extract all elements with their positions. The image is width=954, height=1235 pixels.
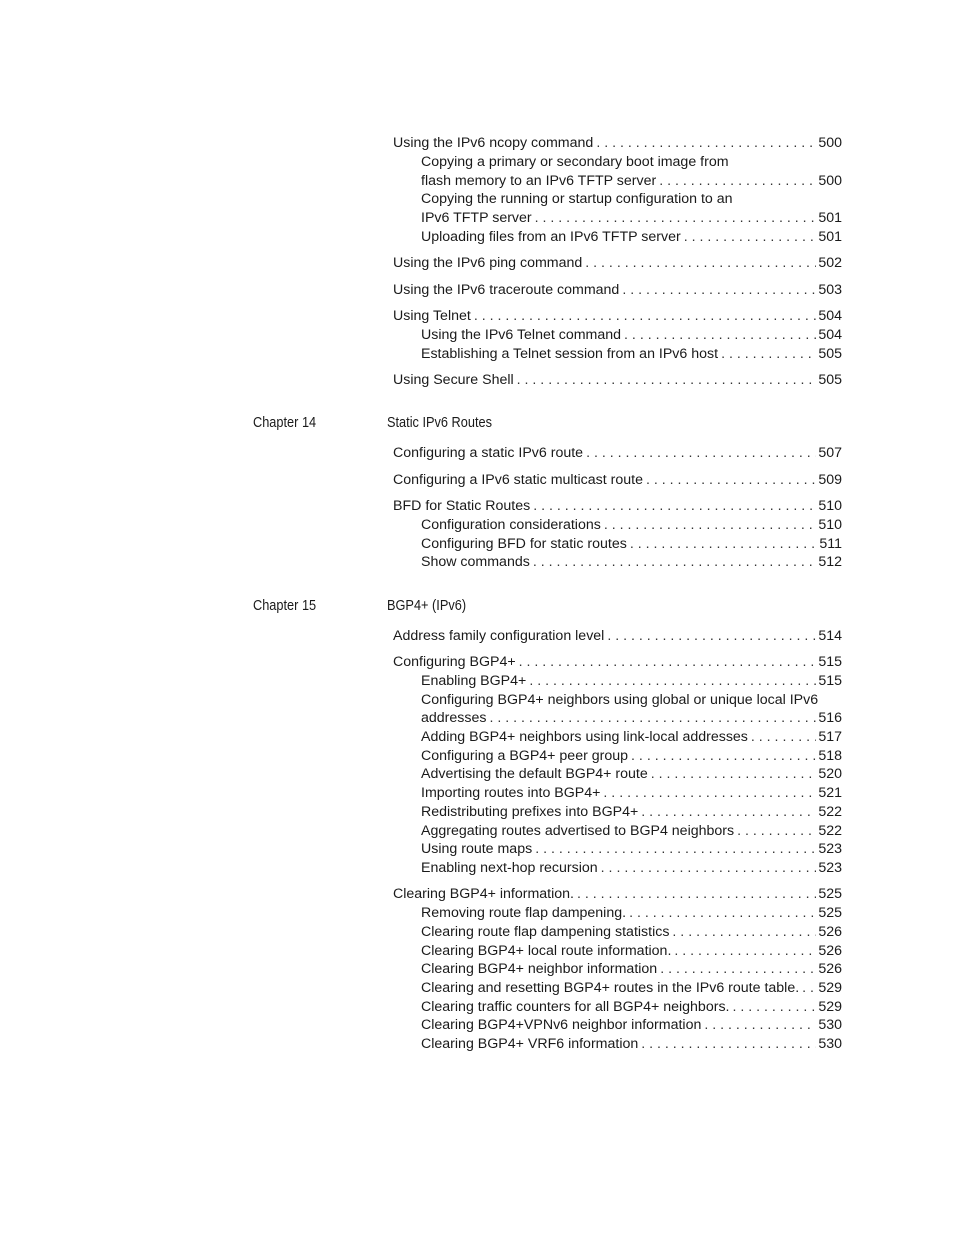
toc-leader bbox=[517, 371, 817, 390]
toc-leader bbox=[641, 803, 816, 822]
toc-entry[interactable] bbox=[421, 535, 842, 554]
toc-entry-title: Uploading files from an IPv6 TFTP server bbox=[421, 229, 681, 245]
toc-leader bbox=[474, 307, 817, 326]
toc-entry-title: Importing routes into BGP4+ bbox=[421, 785, 601, 801]
toc-entry-title: Configuring a BGP4+ peer group bbox=[421, 748, 629, 764]
toc-entry-title: Using Telnet bbox=[393, 308, 471, 324]
toc-entry-title: Show commands bbox=[421, 554, 530, 570]
toc-page-number: 504 bbox=[818, 327, 842, 343]
toc-entry[interactable] bbox=[393, 444, 842, 463]
toc-page-number: 501 bbox=[818, 229, 842, 245]
toc-leader bbox=[651, 765, 817, 784]
toc-page-number: 529 bbox=[818, 980, 842, 996]
toc-entry-title: Aggregating routes advertised to BGP4 neighbors bbox=[421, 823, 735, 839]
toc-leader bbox=[586, 444, 816, 463]
toc-entry-title: Enabling BGP4+ bbox=[421, 673, 527, 689]
toc-entry-title: Redistributing prefixes into BGP4+ bbox=[421, 804, 639, 820]
toc-page-number: 523 bbox=[818, 860, 842, 876]
toc-entry-title: Clearing BGP4+ local route information. bbox=[421, 943, 672, 959]
toc-entry[interactable] bbox=[421, 1035, 842, 1054]
toc-entry[interactable] bbox=[393, 307, 842, 326]
toc-entry[interactable] bbox=[421, 326, 842, 345]
toc-entry-title: Using the IPv6 ncopy command bbox=[393, 135, 594, 151]
toc-entry[interactable] bbox=[421, 1016, 842, 1035]
toc-entry[interactable] bbox=[421, 803, 842, 822]
toc-entry-title: addresses bbox=[421, 710, 487, 726]
toc-page-number: 505 bbox=[818, 372, 842, 388]
toc-leader bbox=[732, 998, 816, 1017]
toc-page-number: 514 bbox=[818, 628, 842, 644]
toc-leader bbox=[577, 885, 816, 904]
toc-leader bbox=[535, 209, 817, 228]
toc-page-number: 525 bbox=[818, 886, 842, 902]
toc-entry[interactable] bbox=[421, 228, 842, 247]
toc-entry-title: Clearing BGP4+ information. bbox=[393, 886, 574, 902]
toc-leader bbox=[519, 653, 817, 672]
toc-leader bbox=[674, 942, 816, 961]
toc-entry-title: Clearing and resetting BGP4+ routes in the IPv6 route table. bbox=[421, 980, 800, 996]
toc-page-number: 507 bbox=[818, 445, 842, 461]
toc-entry[interactable] bbox=[421, 942, 842, 961]
toc-page-number: 503 bbox=[818, 282, 842, 298]
toc-entry-title: Clearing BGP4+ VRF6 information bbox=[421, 1036, 639, 1052]
toc-entry-title: Enabling next-hop recursion bbox=[421, 860, 598, 876]
toc-leader bbox=[660, 960, 816, 979]
toc-leader bbox=[607, 627, 816, 646]
toc-page-number: 504 bbox=[818, 308, 842, 324]
toc-entry-title: Clearing BGP4+VPNv6 neighbor information bbox=[421, 1017, 702, 1033]
toc-entry-title: Copying the running or startup configuration to an bbox=[421, 191, 733, 207]
toc-page-number: 515 bbox=[818, 654, 842, 670]
toc-leader bbox=[604, 516, 817, 535]
toc-leader bbox=[751, 728, 816, 747]
toc-entry[interactable] bbox=[421, 840, 842, 859]
toc-page-number: 530 bbox=[818, 1036, 842, 1052]
toc-leader bbox=[529, 672, 816, 691]
toc-entry[interactable] bbox=[421, 859, 842, 878]
toc-page-number: 501 bbox=[818, 210, 842, 226]
toc-leader bbox=[535, 840, 816, 859]
toc-page-number: 509 bbox=[818, 472, 842, 488]
toc-page-number: 505 bbox=[818, 346, 842, 362]
toc-entry-title: Clearing BGP4+ neighbor information bbox=[421, 961, 658, 977]
toc-entry-title: IPv6 TFTP server bbox=[421, 210, 532, 226]
toc-entry-title: Advertising the default BGP4+ route bbox=[421, 766, 648, 782]
toc-entry-title: Using Secure Shell bbox=[393, 372, 514, 388]
toc-leader bbox=[533, 553, 817, 572]
toc-entry[interactable] bbox=[421, 516, 842, 535]
toc-entry[interactable] bbox=[393, 885, 842, 904]
toc-page-number: 530 bbox=[818, 1017, 842, 1033]
toc-entry[interactable] bbox=[393, 653, 842, 672]
toc-entry-title: Copying a primary or secondary boot image from bbox=[421, 154, 729, 170]
toc-page-number: 522 bbox=[818, 823, 842, 839]
toc-entry[interactable] bbox=[393, 627, 842, 646]
toc-page-number: 526 bbox=[818, 924, 842, 940]
toc-entry-title: Configuring BFD for static routes bbox=[421, 536, 627, 552]
toc-entry[interactable] bbox=[421, 709, 842, 728]
toc-entry[interactable] bbox=[393, 497, 842, 516]
toc-leader bbox=[630, 535, 818, 554]
toc-entry[interactable] bbox=[393, 471, 842, 490]
toc-entry-title: flash memory to an IPv6 TFTP server bbox=[421, 173, 657, 189]
toc-entry[interactable] bbox=[421, 672, 842, 691]
toc-entry[interactable] bbox=[421, 784, 842, 803]
toc-entry[interactable] bbox=[393, 371, 842, 390]
toc-leader bbox=[684, 228, 817, 247]
toc-page-number: 526 bbox=[818, 961, 842, 977]
toc-leader bbox=[737, 822, 816, 841]
toc-leader bbox=[489, 709, 816, 728]
toc-entry bbox=[421, 691, 842, 710]
toc-leader bbox=[659, 172, 816, 191]
toc-page-number: 512 bbox=[818, 554, 842, 570]
toc-entry-title: Clearing route flap dampening statistics bbox=[421, 924, 670, 940]
toc-page-number: 521 bbox=[818, 785, 842, 801]
toc-page-number: 510 bbox=[818, 517, 842, 533]
toc-page-number: 500 bbox=[818, 173, 842, 189]
toc-page-number: 515 bbox=[818, 673, 842, 689]
toc-leader bbox=[596, 134, 816, 153]
toc-leader bbox=[629, 904, 816, 923]
toc-entry bbox=[421, 153, 842, 172]
toc-entry-title: Address family configuration level bbox=[393, 628, 605, 644]
toc-entry-title: Removing route flap dampening. bbox=[421, 905, 627, 921]
chapter-title[interactable]: Static IPv6 Routes bbox=[387, 415, 492, 431]
toc-entry-title: Using the IPv6 ping command bbox=[393, 255, 583, 271]
toc-entry[interactable] bbox=[421, 822, 842, 841]
toc-entry-title: Clearing traffic counters for all BGP4+ neighbors. bbox=[421, 999, 730, 1015]
toc-page-number: 510 bbox=[818, 498, 842, 514]
chapter-label: Chapter 15 bbox=[253, 598, 317, 614]
toc-page-number: 522 bbox=[818, 804, 842, 820]
toc-entry[interactable] bbox=[421, 960, 842, 979]
toc-entry-title: Configuration considerations bbox=[421, 517, 601, 533]
toc-leader bbox=[585, 254, 816, 273]
toc-leader bbox=[624, 326, 816, 345]
toc-page-number: 525 bbox=[818, 905, 842, 921]
toc-page-number: 526 bbox=[818, 943, 842, 959]
toc-entry[interactable] bbox=[393, 134, 842, 153]
toc-page-number: 511 bbox=[819, 536, 842, 552]
toc-entry-title: BFD for Static Routes bbox=[393, 498, 531, 514]
toc-leader bbox=[601, 859, 817, 878]
toc-leader bbox=[802, 979, 816, 998]
toc-leader bbox=[631, 747, 816, 766]
chapter-title[interactable]: BGP4+ (IPv6) bbox=[387, 598, 467, 614]
toc-leader bbox=[533, 497, 816, 516]
toc-page-number: 502 bbox=[818, 255, 842, 271]
toc-entry[interactable] bbox=[421, 979, 842, 998]
toc-entry-title: Using the IPv6 traceroute command bbox=[393, 282, 620, 298]
toc-entry[interactable] bbox=[421, 747, 842, 766]
chapter-label: Chapter 14 bbox=[253, 415, 317, 431]
toc-entry-title: Configuring a IPv6 static multicast route bbox=[393, 472, 643, 488]
toc-leader bbox=[672, 923, 816, 942]
toc-entry-title: Configuring BGP4+ bbox=[393, 654, 516, 670]
toc-entry[interactable] bbox=[421, 172, 842, 191]
toc-entry[interactable] bbox=[421, 904, 842, 923]
toc-entry-title: Using the IPv6 Telnet command bbox=[421, 327, 622, 343]
toc-leader bbox=[641, 1035, 816, 1054]
toc-entry-title: Establishing a Telnet session from an IPv6 host bbox=[421, 346, 719, 362]
toc-entry-title: Configuring BGP4+ neighbors using global or unique local IPv6 bbox=[421, 692, 819, 708]
toc-entry[interactable] bbox=[421, 998, 842, 1017]
toc-entry[interactable] bbox=[421, 553, 842, 572]
toc-leader bbox=[704, 1016, 816, 1035]
toc-leader bbox=[646, 471, 816, 490]
toc-page-number: 517 bbox=[818, 729, 842, 745]
toc-entry-title: Configuring a static IPv6 route bbox=[393, 445, 584, 461]
toc-entry[interactable] bbox=[421, 728, 842, 747]
toc-leader bbox=[721, 345, 816, 364]
toc-page-number: 518 bbox=[818, 748, 842, 764]
toc-entry[interactable] bbox=[393, 281, 842, 300]
toc-entry[interactable] bbox=[421, 345, 842, 364]
toc-entry-title: Using route maps bbox=[421, 841, 533, 857]
toc-entry[interactable] bbox=[421, 923, 842, 942]
toc-leader bbox=[603, 784, 816, 803]
toc-page-number: 516 bbox=[818, 710, 842, 726]
toc-entry bbox=[421, 190, 842, 209]
toc-page-number: 500 bbox=[818, 135, 842, 151]
toc-page-number: 523 bbox=[818, 841, 842, 857]
toc-entry-title: Adding BGP4+ neighbors using link-local addresses bbox=[421, 729, 748, 745]
toc-entry[interactable] bbox=[393, 254, 842, 273]
toc-leader bbox=[622, 281, 816, 300]
toc-page-number: 520 bbox=[818, 766, 842, 782]
toc-entry[interactable] bbox=[421, 209, 842, 228]
toc-page-number: 529 bbox=[818, 999, 842, 1015]
toc-entry[interactable] bbox=[421, 765, 842, 784]
